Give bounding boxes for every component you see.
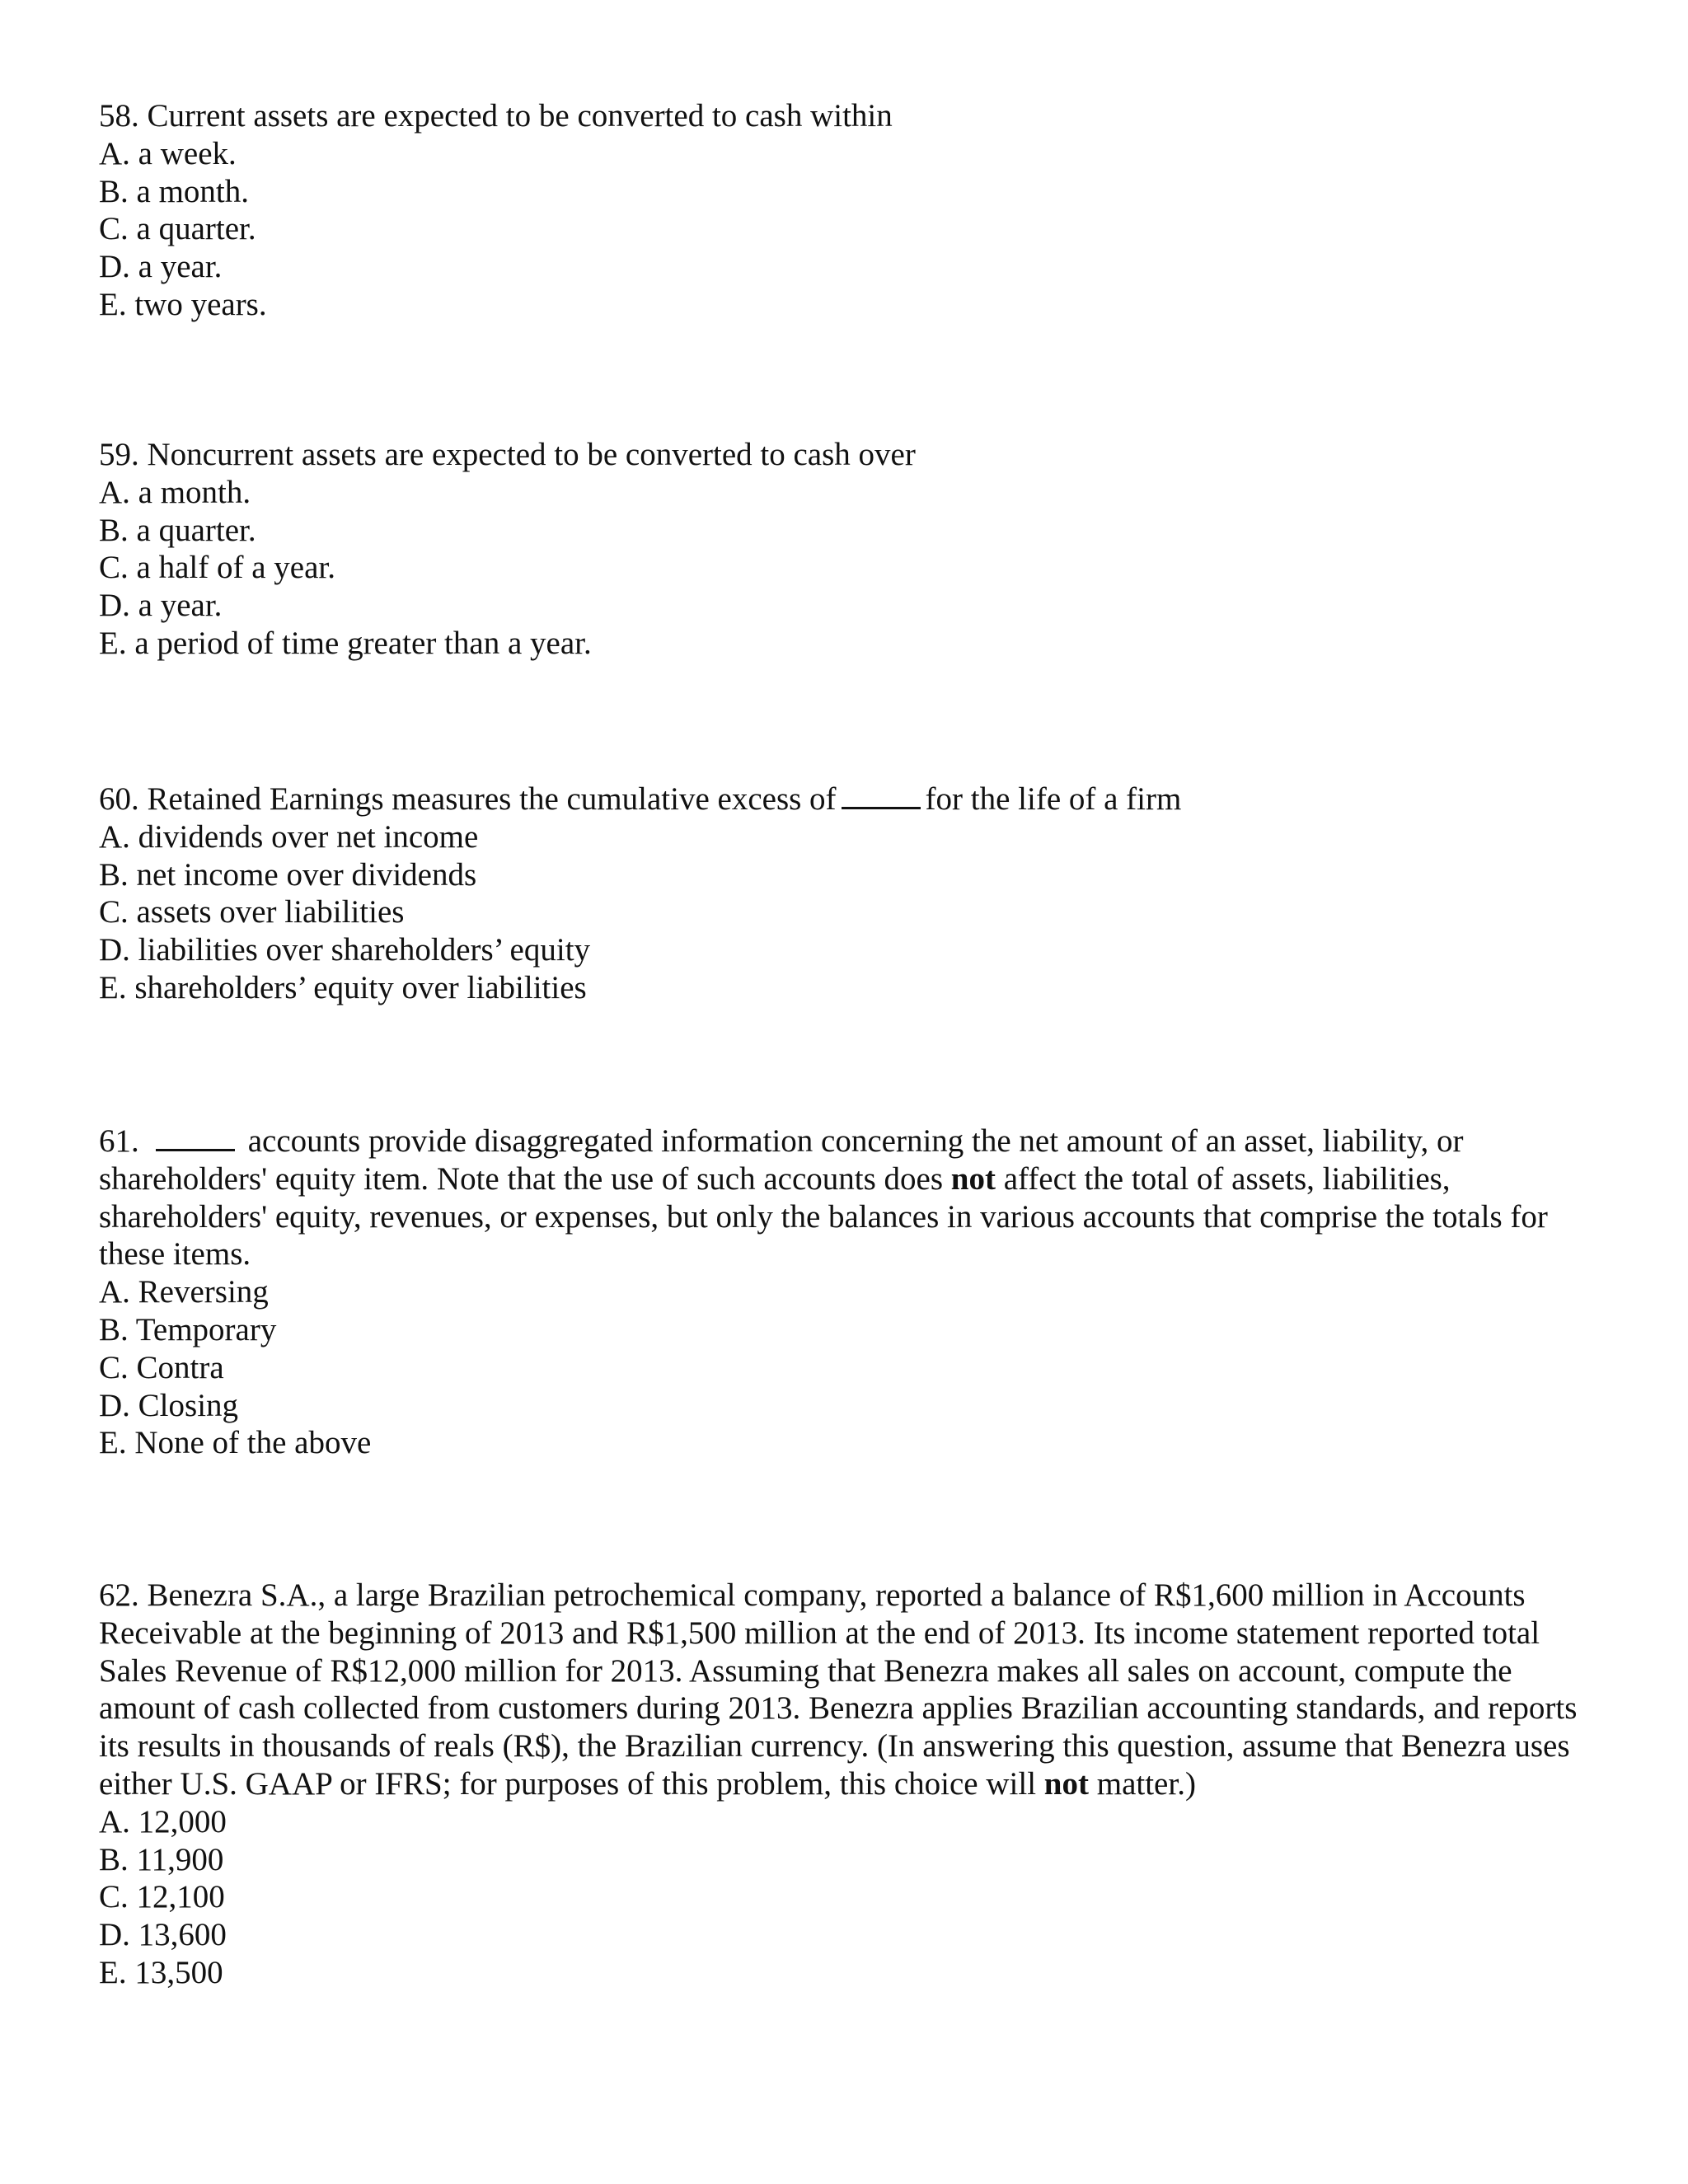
answer-choice-e: E. None of the above: [99, 1425, 372, 1461]
answer-choice-b: B. a quarter.: [99, 512, 256, 548]
answer-choice-c: C. 12,100: [99, 1879, 225, 1915]
stem-text-before-blank: 60. Retained Earnings measures the cumulative excess of: [99, 781, 837, 817]
answer-choice-a: A. Reversing: [99, 1274, 269, 1310]
answer-choices: [99, 1803, 1582, 1992]
stem-text-part2: matter.): [1096, 1765, 1196, 1802]
answer-choice-c: C. a half of a year.: [99, 550, 335, 586]
fill-in-blank: [842, 779, 921, 809]
answer-choice-c: C. assets over liabilities: [99, 894, 405, 930]
question-stem: 59. Noncurrent assets are expected to be converted to cash over: [99, 437, 916, 472]
answer-choice-e: E. shareholders’ equity over liabilities: [99, 969, 587, 1005]
answer-choice-a: A. dividends over net income: [99, 818, 479, 855]
question-62: [99, 1577, 1582, 1992]
question-number: 61.: [99, 1123, 139, 1159]
question-stem: 58. Current assets are expected to be converted to cash within: [99, 98, 893, 134]
question-60: [99, 779, 1582, 1007]
answer-choice-c: C. a quarter.: [99, 211, 256, 247]
answer-choices: [99, 474, 1582, 663]
stem-text-after-blank: for the life of a firm: [925, 781, 1182, 817]
stem-text-part1: accounts provide disaggregated information concerning the net amount of an asset, liability, or shareholders' equity item. Note that the use of such accounts does: [99, 1123, 1464, 1197]
answer-choice-e: E. a period of time greater than a year.: [99, 625, 592, 661]
question-stem: [99, 1577, 1582, 1803]
answer-choice-b: B. net income over dividends: [99, 856, 477, 893]
fill-in-blank: [156, 1121, 235, 1151]
answer-choice-b: B. Temporary: [99, 1311, 277, 1347]
answer-choice-c: C. Contra: [99, 1349, 224, 1385]
answer-choice-e: E. 13,500: [99, 1954, 223, 1990]
answer-choices: [99, 1273, 1582, 1462]
stem-emphasis: not: [1043, 1765, 1089, 1802]
answer-choice-d: D. a year.: [99, 249, 223, 285]
answer-choices: [99, 135, 1582, 324]
answer-choices: [99, 818, 1582, 1007]
question-58: [99, 97, 1582, 324]
answer-choice-b: B. 11,900: [99, 1841, 224, 1877]
stem-emphasis: not: [950, 1160, 996, 1197]
stem-text-part1: 62. Benezra S.A., a large Brazilian petrochemical company, reported a balance of R$1,600 million in Accounts Receivable at the beginning of 2013 and R$1,500 million at the end of 2013. Its income statement reported total Sales Revenue of R$12,000 million for 2013. Assuming that Benezra makes all sales on account, compute the amount of cash collected from customers during 2013. Benezra applies Brazilian accounting standards, and reports its results in thousands of reals (R$), the Brazilian currency. (In answering this question, assume that Benezra uses either U.S. GAAP or IFRS; for purposes of this problem, this choice will: [99, 1577, 1578, 1802]
answer-choice-b: B. a month.: [99, 173, 249, 209]
answer-choice-a: A. a month.: [99, 474, 251, 510]
answer-choice-a: A. a week.: [99, 135, 237, 171]
question-stem: [99, 779, 1582, 818]
stem-text-part2: affect the total of assets, liabilities, shareholders' equity, revenues, or expenses, but only the balances in various accounts that comprise the totals for these items.: [99, 1160, 1548, 1272]
answer-choice-d: D. a year.: [99, 588, 223, 624]
answer-choice-e: E. two years.: [99, 286, 267, 322]
question-stem: [99, 1121, 1582, 1273]
question-61: [99, 1121, 1582, 1462]
answer-choice-d: D. 13,600: [99, 1917, 227, 1953]
question-59: [99, 436, 1582, 663]
answer-choice-d: D. liabilities over shareholders’ equity: [99, 932, 591, 968]
answer-choice-a: A. 12,000: [99, 1803, 227, 1840]
answer-choice-d: D. Closing: [99, 1387, 239, 1423]
